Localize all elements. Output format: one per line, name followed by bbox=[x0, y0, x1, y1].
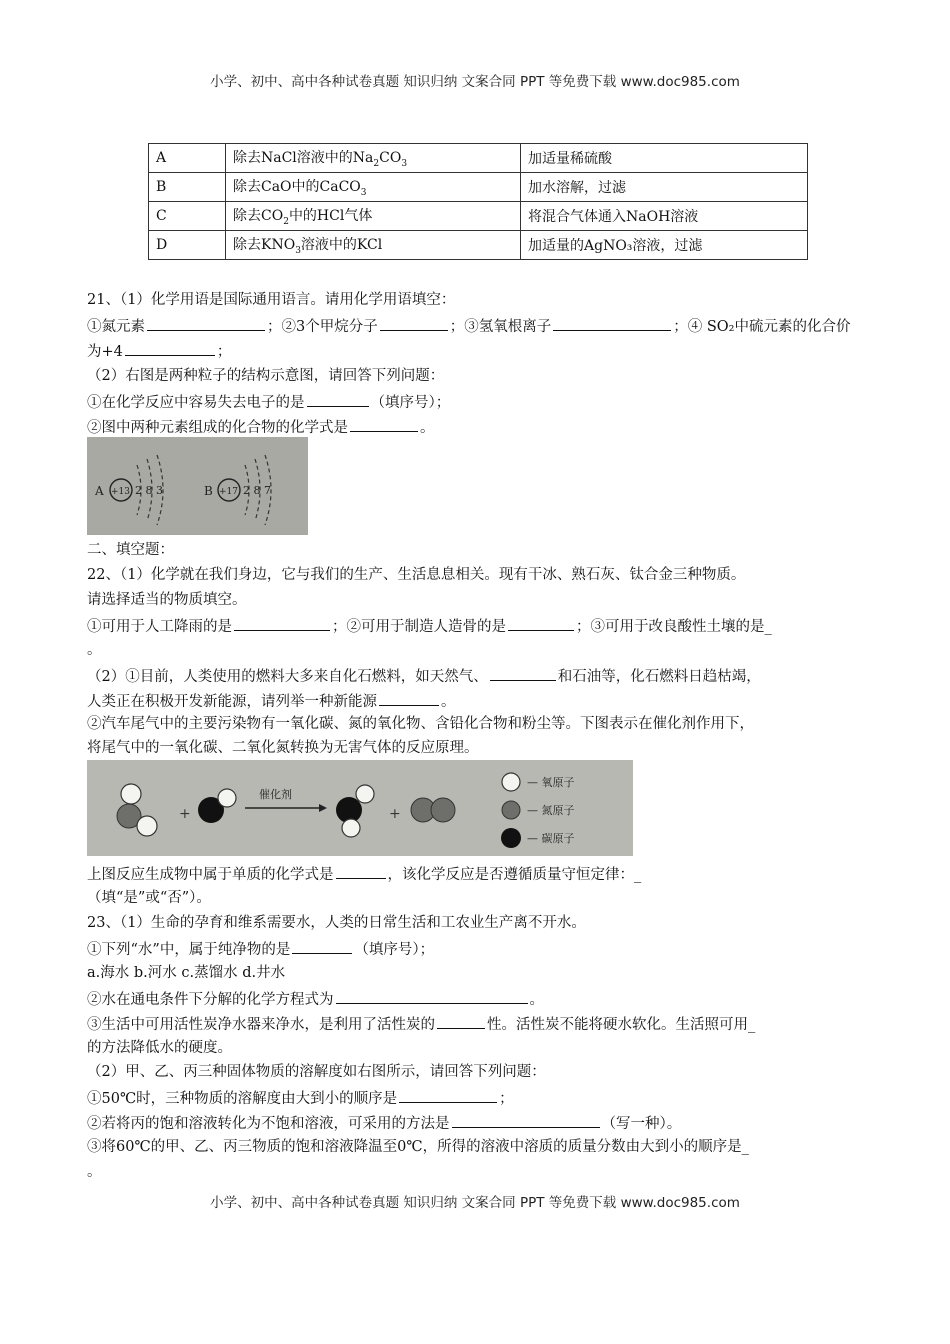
atom-a-shells: 2 8 3 bbox=[135, 484, 163, 497]
q22-line2: 请选择适当的物质填空。 bbox=[87, 592, 247, 608]
oxygen-atom-icon bbox=[218, 789, 236, 807]
oxygen-atom-icon bbox=[342, 819, 360, 837]
page-header: 小学、初中、高中各种试卷真题 知识归纳 文案合同 PPT 等免费下载 www.doc985.com bbox=[210, 74, 740, 90]
method-cell: 将混合气体通入NaOH溶液 bbox=[521, 202, 808, 231]
option-letter: D bbox=[149, 231, 226, 260]
q23-line6: 的方法降低水的硬度。 bbox=[87, 1040, 232, 1056]
purpose-cell: 除去$KNO_3$溶液中的KCl bbox=[226, 231, 521, 260]
plus-sign: + bbox=[389, 806, 401, 822]
q23-line8: ①50℃时，三种物质的溶解度由大到小的顺序是 ； bbox=[87, 1087, 514, 1109]
plus-sign: + bbox=[179, 806, 191, 822]
legend-nitrogen-icon bbox=[502, 801, 520, 819]
legend-oxygen: — 氧原子 bbox=[527, 776, 575, 789]
q22-line5: （2）①目前，人类使用的燃料大多来自化石燃料，如天然气、 和石油等，化石燃料日趋枯竭， bbox=[87, 665, 761, 687]
oxygen-atom-icon bbox=[356, 785, 374, 803]
option-letter: B bbox=[149, 173, 226, 202]
q23-line7: （2）甲、乙、丙三种固体物质的溶解度如右图所示，请回答下列问题： bbox=[87, 1064, 546, 1080]
q23-line9: ②若将丙的饱和溶液转化为不饱和溶液，可采用的方法是 （写一种）。 bbox=[87, 1112, 681, 1134]
method-cell: 加适量的AgNO₃溶液，过滤 bbox=[521, 231, 808, 260]
atom-b-charge: +17 bbox=[219, 487, 238, 497]
atom-b-shells: 2 8 7 bbox=[243, 484, 271, 497]
table-row bbox=[149, 202, 808, 231]
table-row bbox=[149, 231, 808, 260]
option-letter: C bbox=[149, 202, 226, 231]
option-letter: A bbox=[149, 144, 226, 173]
reaction-diagram bbox=[87, 760, 633, 856]
q21-line2: ①氮元素 ；②3个甲烷分子 ；③氢氧根离子 ；④ SO₂中硫元素的化合价 bbox=[87, 315, 850, 337]
q22-line7: ②汽车尾气中的主要污染物有一氧化碳、氮的氧化物、含铅化合物和粉尘等。下图表示在催化剂作用下， bbox=[87, 716, 754, 732]
q22-line3: ①可用于人工降雨的是 ；②可用于制造人造骨的是 ；③可用于改良酸性土壤的是_ bbox=[87, 615, 772, 637]
purpose-cell: 除去CaO中的CaCO$_3$ bbox=[226, 173, 521, 202]
q23-line4: ②水在通电条件下分解的化学方程式为 。 bbox=[87, 988, 544, 1010]
q22-line6: 人类正在积极开发新能源，请列举一种新能源 。 bbox=[87, 690, 456, 712]
q23-line3: a.海水 b.河水 c.蒸馏水 d.井水 bbox=[87, 965, 286, 981]
oxygen-atom-icon bbox=[137, 816, 157, 836]
arrow-icon bbox=[319, 804, 327, 812]
q21-line1: 21、（1）化学用语是国际通用语言。请用化学用语填空： bbox=[87, 292, 456, 308]
q23-line2: ①下列“水”中，属于纯净物的是 （填序号）； bbox=[87, 938, 434, 960]
q22-line10: （填“是”或“否”）。 bbox=[87, 890, 211, 906]
section-title: 二、填空题： bbox=[87, 542, 174, 558]
method-cell: 加水溶解，过滤 bbox=[521, 173, 808, 202]
q22-line9: 上图反应生成物中属于单质的化学式是 ，该化学反应是否遵循质量守恒定律：_ bbox=[87, 863, 641, 885]
q23-line11: 。 bbox=[87, 1164, 102, 1180]
legend-nitrogen: — 氮原子 bbox=[527, 804, 575, 817]
q23-line5: ③生活中可用活性炭净水器来净水，是利用了活性炭的 性。活性炭不能将硬水软化。生活照可用_ bbox=[87, 1013, 755, 1035]
legend-carbon-icon bbox=[501, 828, 521, 848]
q22-line1: 22、（1）化学就在我们身边，它与我们的生产、生活息息相关。现有干冰、熟石灰、钛合金三种物质。 bbox=[87, 567, 746, 583]
q22-line8: 将尾气中的一氧化碳、二氧化氮转换为无害气体的反应原理。 bbox=[87, 740, 479, 756]
legend-carbon: — 碳原子 bbox=[527, 832, 575, 845]
method-cell: 加适量稀硫酸 bbox=[521, 144, 808, 173]
legend-oxygen-icon bbox=[502, 773, 520, 791]
catalyst-label: 催化剂 bbox=[259, 788, 292, 801]
atom-a-label: A bbox=[95, 484, 104, 498]
q21-line3: 为+4 ； bbox=[87, 340, 231, 362]
page-footer: 小学、初中、高中各种试卷真题 知识归纳 文案合同 PPT 等免费下载 www.doc985.com bbox=[210, 1195, 740, 1211]
q21-line6: ②图中两种元素组成的化合物的化学式是 。 bbox=[87, 416, 435, 438]
options-table bbox=[148, 143, 808, 260]
atom-a-charge: +13 bbox=[111, 487, 130, 497]
nitrogen-atom-icon bbox=[431, 798, 455, 822]
table-row bbox=[149, 173, 808, 202]
table-row bbox=[149, 144, 808, 173]
q22-line4: 。 bbox=[87, 642, 102, 658]
q21-line4: （2）右图是两种粒子的结构示意图，请回答下列问题： bbox=[87, 368, 445, 384]
atom-structure-figure bbox=[87, 437, 308, 535]
q23-line1: 23、（1）生命的孕育和维系需要水，人类的日常生活和工农业生产离不开水。 bbox=[87, 915, 586, 931]
purpose-cell: 除去NaCl溶液中的$Na_2CO_3$ bbox=[226, 144, 521, 173]
atom-b-label: B bbox=[204, 484, 213, 498]
q23-line10: ③将60℃的甲、乙、丙三物质的饱和溶液降温至0℃，所得的溶液中溶质的质量分数由大到小的顺序是_ bbox=[87, 1139, 749, 1155]
q21-line5: ①在化学反应中容易失去电子的是 （填序号）； bbox=[87, 391, 450, 413]
purpose-cell: 除去$CO_2$中的HCl气体 bbox=[226, 202, 521, 231]
oxygen-atom-icon bbox=[121, 784, 141, 804]
